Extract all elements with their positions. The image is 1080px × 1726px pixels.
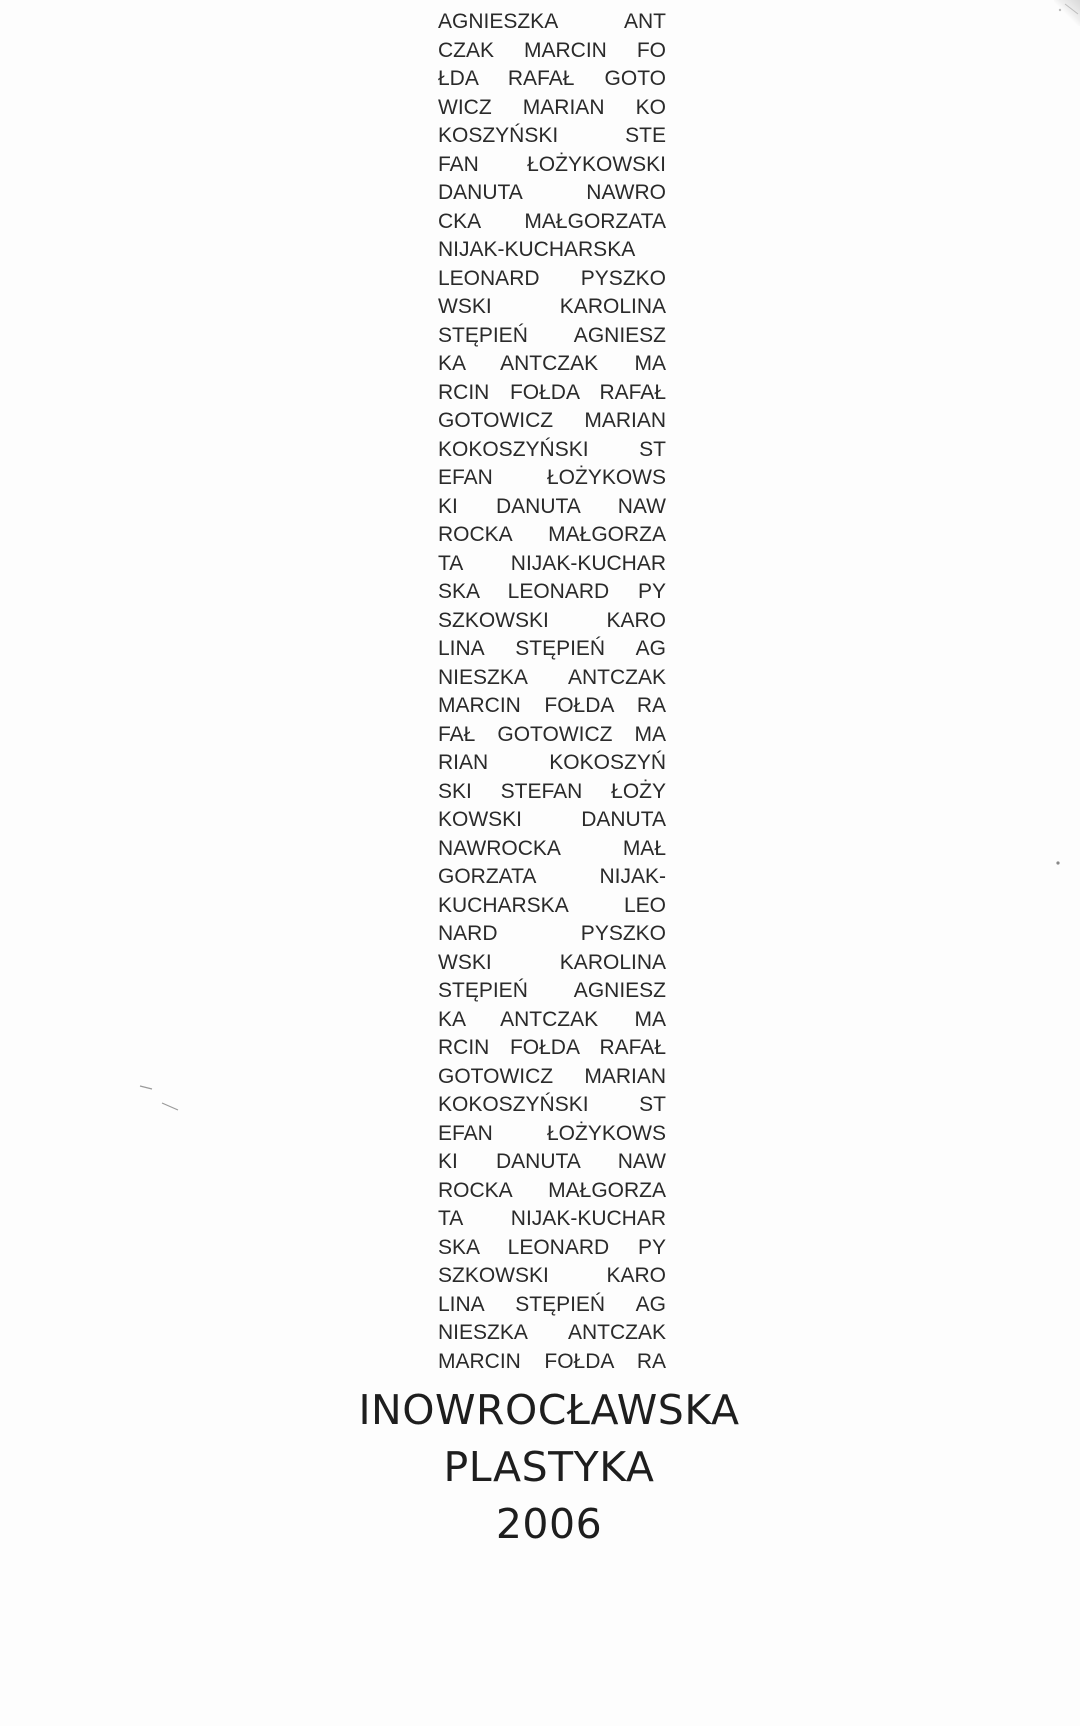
speck	[1059, 9, 1061, 11]
names-line: KUCHARSKA LEO	[438, 893, 666, 917]
names-line: KI DANUTA NAW	[438, 494, 666, 518]
names-line: TA NIJAK-KUCHAR	[438, 551, 666, 575]
names-line: SKA LEONARD PY	[438, 1235, 666, 1259]
names-line: WICZ MARIAN KO	[438, 95, 666, 119]
names-line: GOTOWICZ MARIAN	[438, 1064, 666, 1088]
names-line: KOKOSZYŃSKI ST	[438, 437, 666, 461]
names-line: ŁDA RAFAŁ GOTO	[438, 67, 666, 90]
names-line: MARCIN FOŁDA RA	[438, 694, 666, 717]
names-line: EFAN ŁOŻYKOWS	[438, 1121, 666, 1145]
names-line: WSKI KAROLINA	[438, 295, 666, 318]
names-line: LINA STĘPIEŃ AG	[438, 1292, 666, 1316]
speck	[1065, 4, 1078, 14]
names-line: SZKOWSKI KARO	[438, 1264, 666, 1287]
names-line: AGNIESZKA ANT	[438, 10, 666, 33]
names-line: NIESZKA ANTCZAK	[438, 1321, 666, 1344]
names-line: CZAK MARCIN FO	[438, 38, 666, 62]
names-line: NIESZKA ANTCZAK	[438, 665, 666, 689]
names-line: TA NIJAK-KUCHAR	[438, 1207, 666, 1230]
names-line: FAN ŁOŻYKOWSKI	[438, 152, 666, 176]
names-line: EFAN ŁOŻYKOWS	[438, 466, 666, 489]
names-line: KOKOSZYŃSKI ST	[438, 1093, 666, 1116]
names-line: NIJAK-KUCHARSKA	[438, 238, 636, 261]
names-line: WSKI KAROLINA	[438, 950, 666, 974]
names-line: GORZATA NIJAK-	[438, 865, 666, 888]
speck	[1056, 861, 1059, 864]
names-line: KA ANTCZAK MA	[438, 352, 666, 375]
speck	[140, 1086, 152, 1089]
names-line: SKI STEFAN ŁOŻY	[438, 779, 666, 803]
names-line: NARD PYSZKO	[438, 922, 666, 945]
names-line: FAŁ GOTOWICZ MA	[438, 722, 666, 746]
names-line: NAWROCKA MAŁ	[438, 836, 666, 860]
title-line-1: INOWROCŁAWSKA	[358, 1386, 740, 1434]
names-line: RCIN FOŁDA RAFAŁ	[438, 380, 666, 404]
names-line: STĘPIEŃ AGNIESZ	[438, 979, 666, 1002]
title-line-2: PLASTYKA	[443, 1443, 655, 1491]
names-line: KI DANUTA NAW	[438, 1150, 666, 1173]
names-line: ROCKA MAŁGORZA	[438, 1178, 666, 1202]
names-line: ROCKA MAŁGORZA	[438, 523, 666, 546]
names-line: SZKOWSKI KARO	[438, 608, 666, 632]
names-line: STĘPIEŃ AGNIESZ	[438, 323, 666, 347]
names-line: RIAN KOKOSZYŃ	[438, 751, 666, 774]
names-line: SKA LEONARD PY	[438, 580, 666, 603]
names-line: LINA STĘPIEŃ AG	[438, 637, 666, 660]
names-line: KA ANTCZAK MA	[438, 1007, 666, 1031]
names-line: DANUTA NAWRO	[438, 181, 666, 204]
names-line: LEONARD PYSZKO	[438, 266, 666, 290]
title-line-3: 2006	[495, 1500, 603, 1548]
names-line: KOWSKI DANUTA	[438, 808, 666, 831]
names-line: CKA MAŁGORZATA	[438, 209, 666, 233]
names-line: KOSZYŃSKI STE	[438, 124, 666, 147]
names-line: RCIN FOŁDA RAFAŁ	[438, 1036, 666, 1059]
names-line: GOTOWICZ MARIAN	[438, 409, 666, 432]
names-line: MARCIN FOŁDA RA	[438, 1349, 666, 1373]
speck	[162, 1103, 178, 1110]
